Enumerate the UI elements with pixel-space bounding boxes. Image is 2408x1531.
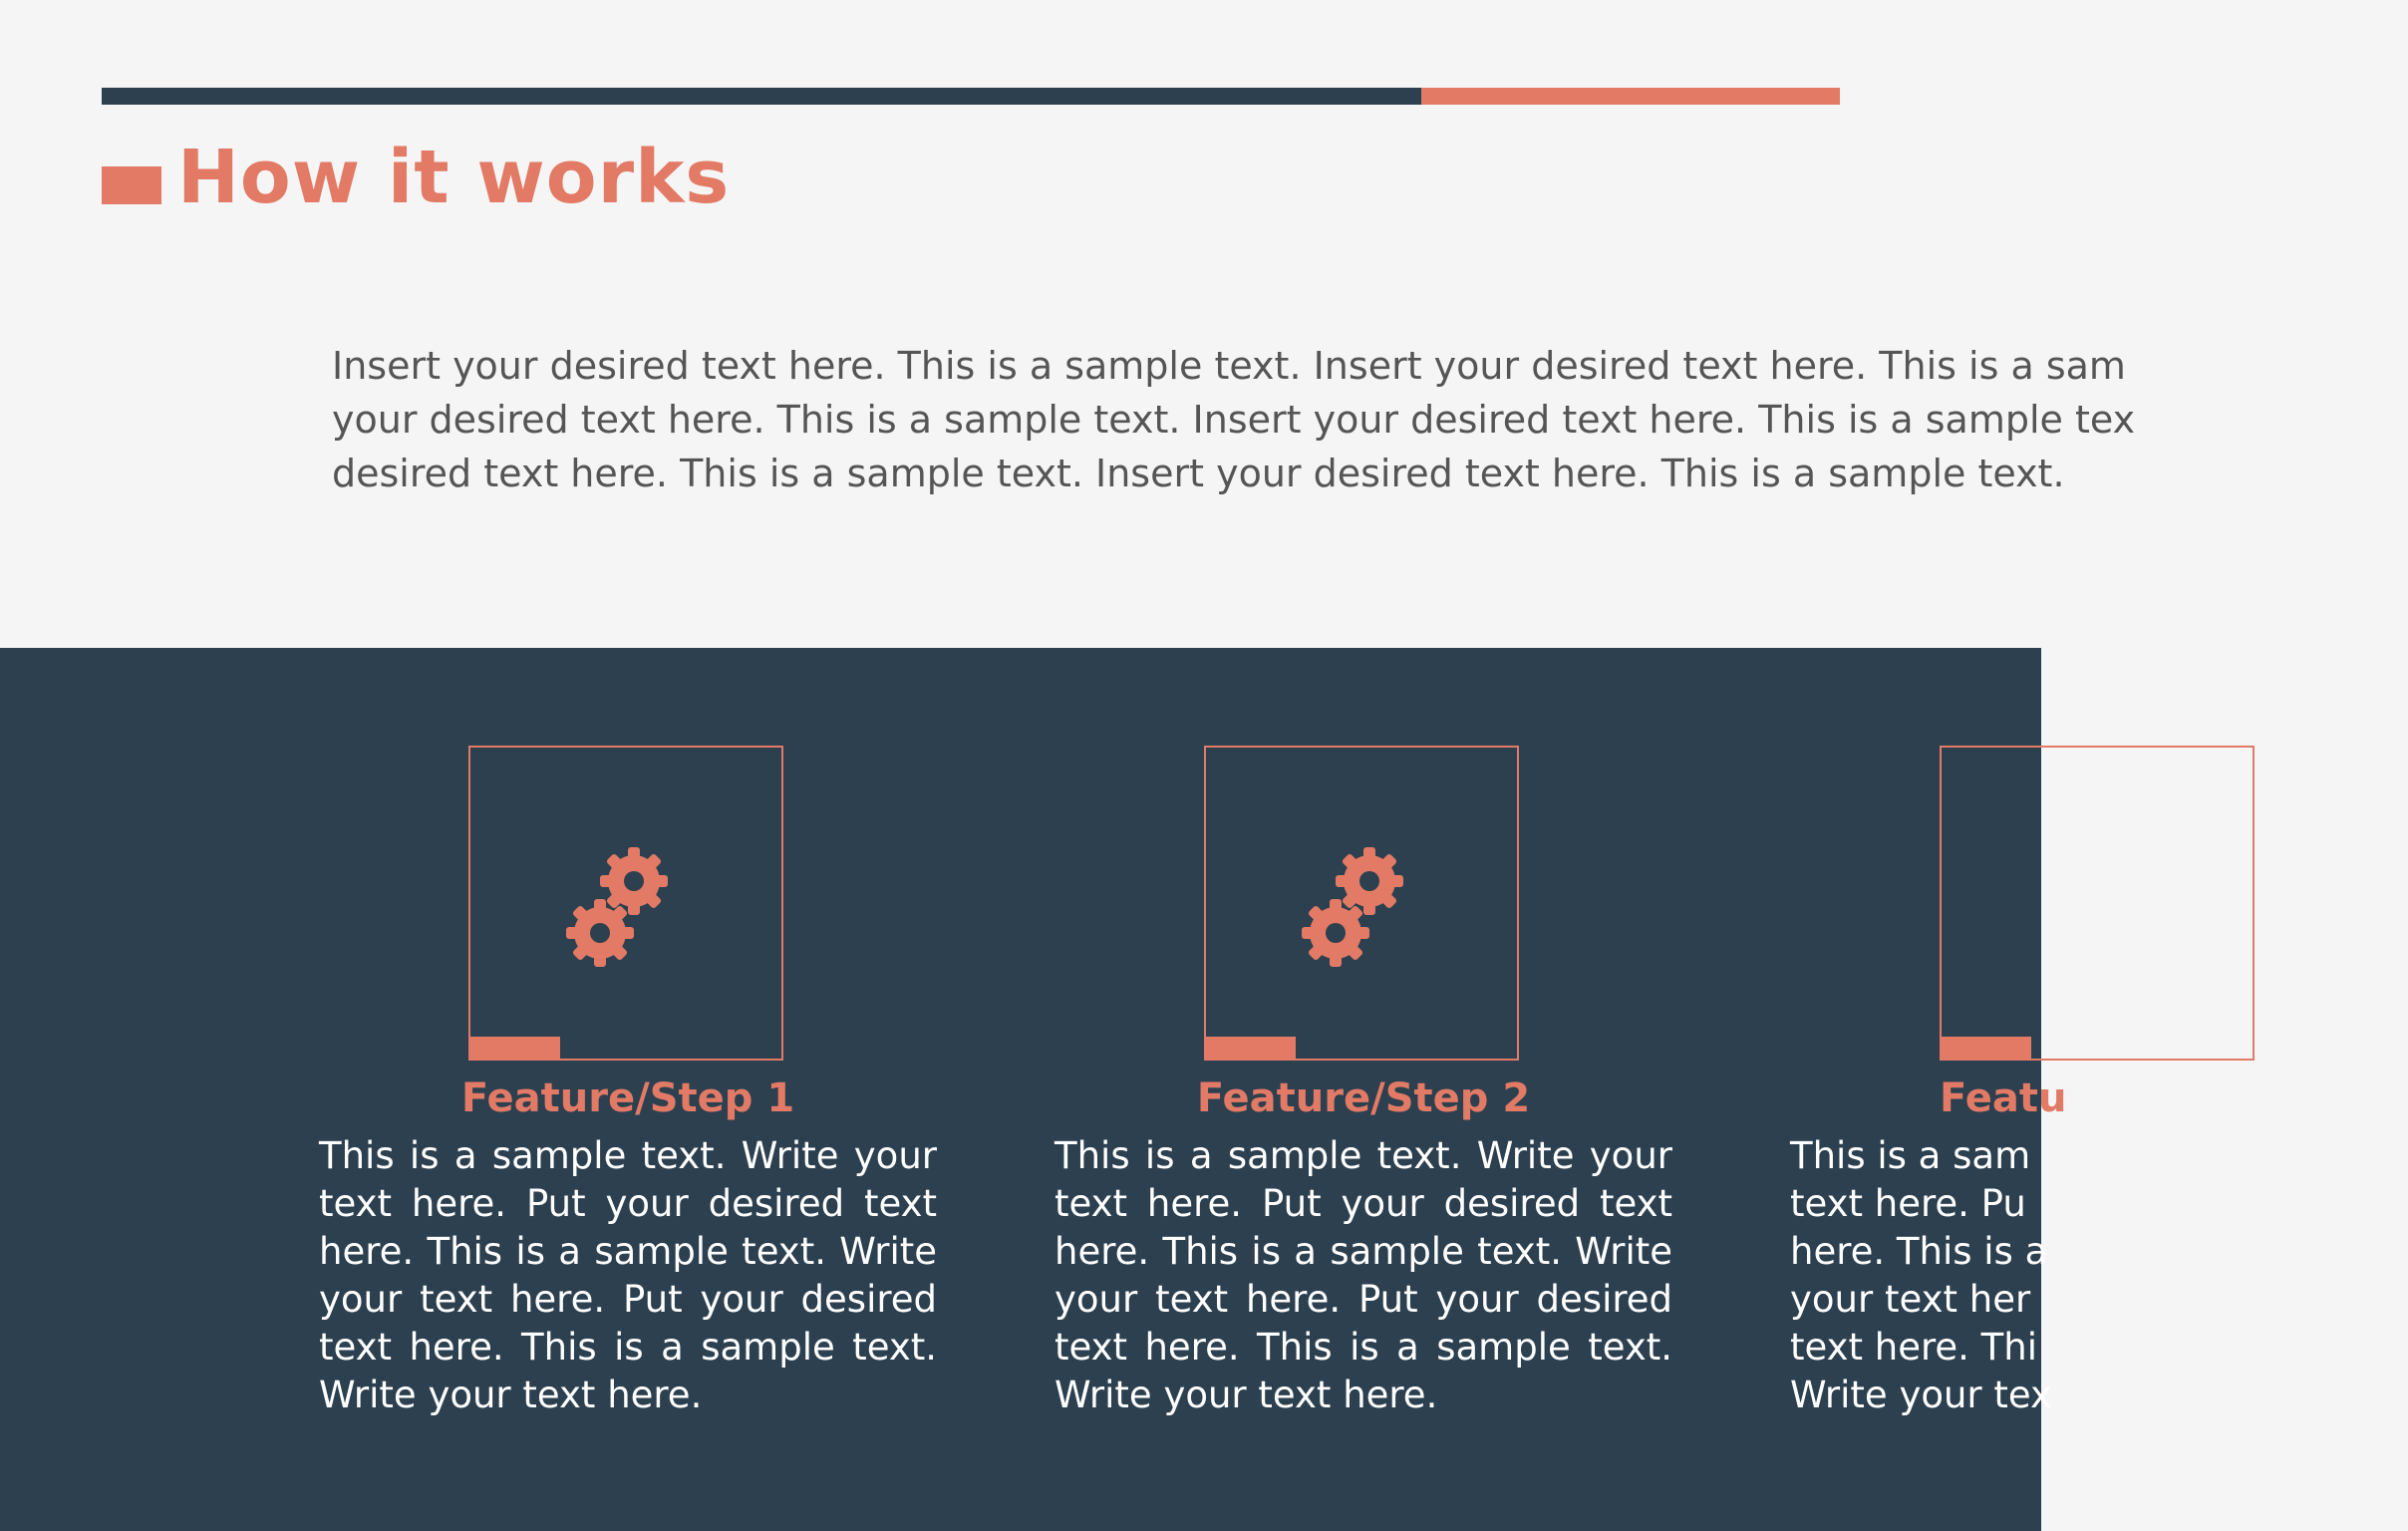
title-marker	[102, 166, 161, 204]
feature-body-line: your text her	[1790, 1278, 2031, 1321]
feature-body-line: Write your text here.	[319, 1374, 703, 1416]
feature-body-line: text here. This is a sample text.	[1054, 1326, 1672, 1369]
feature-body	[1790, 1132, 2408, 1419]
feature-body	[319, 1132, 937, 1419]
feature-card-3	[1790, 746, 2067, 1531]
feature-body-line: Write your text here.	[1054, 1374, 1438, 1416]
feature-tab-accent	[1942, 1037, 2031, 1059]
feature-body-line: your text here. Put your desired	[319, 1278, 937, 1321]
header-rule-dark	[102, 88, 1421, 105]
intro-line: Insert your desired text here. This is a sample text. Insert your desired text here. This is a sam	[332, 344, 2126, 388]
intro-paragraph	[332, 339, 2136, 500]
features-section	[0, 648, 2041, 1531]
gears-icon	[1304, 843, 1413, 963]
feature-icon-frame	[1940, 746, 2255, 1061]
feature-body-line: here. This is a	[1790, 1230, 2048, 1273]
intro-line: desired text here. This is a sample text. Insert your desired text here. This is a sample text.	[332, 452, 2065, 495]
feature-body-line: here. This is a sample text. Write	[1054, 1230, 1672, 1273]
feature-body-line: This is a sam	[1790, 1134, 2031, 1177]
feature-icon-frame	[468, 746, 783, 1061]
feature-title: Featu	[1940, 1075, 2067, 1121]
feature-body-line: This is a sample text. Write your	[319, 1134, 937, 1177]
gears-icon	[568, 843, 678, 963]
feature-body-line: This is a sample text. Write your	[1054, 1134, 1672, 1177]
feature-title: Feature/Step 2	[1196, 1075, 1531, 1121]
feature-tab-accent	[1206, 1037, 1296, 1059]
feature-body-line: text here. Put your desired text	[319, 1182, 937, 1225]
feature-body-line: text here. Put your desired text	[1054, 1182, 1672, 1225]
feature-body-line: text here. This is a sample text.	[319, 1326, 937, 1369]
intro-line: your desired text here. This is a sample text. Insert your desired text here. This is a sample tex	[332, 398, 2136, 442]
feature-body-line: Write your tex	[1790, 1374, 2052, 1416]
feature-icon-frame	[1204, 746, 1519, 1061]
feature-body-line: text here. Pu	[1790, 1182, 2026, 1225]
feature-title: Feature/Step 1	[460, 1075, 795, 1121]
page-title: How it works	[177, 135, 731, 220]
feature-body-line: here. This is a sample text. Write	[319, 1230, 937, 1273]
feature-body-line: text here. Thi	[1790, 1326, 2038, 1369]
feature-body-line: your text here. Put your desired	[1054, 1278, 1672, 1321]
feature-tab-accent	[470, 1037, 560, 1059]
feature-body	[1054, 1132, 1672, 1419]
header-rule-accent	[1421, 88, 1840, 105]
